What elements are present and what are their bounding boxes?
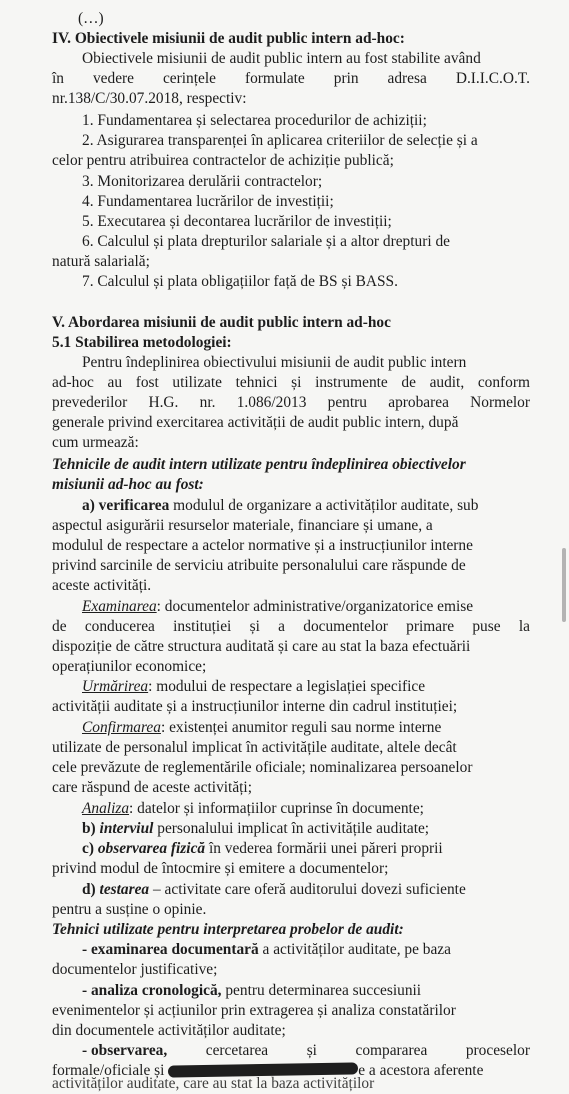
technique-item: Analiza: datelor și informațiilor cuprinse în documente; [82, 800, 424, 817]
technique-item: aceste activități. [52, 577, 152, 594]
paragraph-line: prevederilor H.G. nr. 1.086/2013 pentru aprobarea Normelor [52, 394, 530, 411]
section-4-heading: IV. Obiectivele misiunii de audit public intern ad-hoc: [52, 30, 405, 47]
section-5-1-heading: 5.1 Stabilirea metodologiei: [52, 334, 232, 351]
technique-item: dispoziție de către structura auditată și care au stat la baza efectuării [52, 638, 471, 655]
technique-item: pentru a susține o opinie. [52, 901, 207, 918]
technique-item: - observarea, cercetarea și compararea proceselor [82, 1042, 530, 1059]
technique-item: operațiunilor economice; [52, 658, 207, 675]
objective-item: 4. Fundamentarea lucrărilor de investiții; [82, 193, 334, 210]
paragraph-line: Pentru îndeplinirea obiectivului misiunii de audit public intern [82, 354, 467, 371]
technique-item: - examinarea documentară a activităților auditate, pe baza [82, 941, 451, 958]
technique-item: activității auditate și a instrucțiunilor interne din cadrul instituției; [52, 698, 458, 715]
objective-item: 7. Calculul și plata obligațiilor față de BS și BASS. [82, 273, 398, 290]
scrollbar-thumb[interactable] [562, 548, 566, 622]
technique-item: Urmărirea: modului de respectare a legislației specifice [82, 678, 426, 695]
paragraph-line: în vedere cerințele formulate prin adresa D.I.I.C.O.T. [52, 70, 530, 87]
objective-item: 1. Fundamentarea și selectarea procedurilor de achiziții; [82, 112, 427, 129]
objective-item: 5. Executarea și decontarea lucrărilor de investiții; [82, 213, 392, 230]
ellipsis: (…) [78, 10, 104, 27]
technique-item: care răspund de aceste activități; [52, 779, 252, 796]
objective-item: 6. Calculul și plata drepturilor salariale și a altor drepturi de [82, 233, 450, 250]
paragraph-line: cum urmează: [52, 434, 139, 451]
objective-item: celor pentru atribuirea contractelor de achiziție publică; [52, 152, 394, 169]
paragraph-line: generale privind exercitarea activității de audit public intern, după [52, 414, 459, 431]
objective-item: natură salarială; [52, 253, 150, 270]
objective-item: 3. Monitorizarea derulării contractelor; [82, 173, 323, 190]
technique-item: privind sarcinile de serviciu atribuite personalului care răspunde de [52, 557, 466, 574]
technique-item: modulul de respectare a actelor normative și a instrucțiunilor interne [52, 537, 473, 554]
technique-item: formale/oficiale și e a acestora aferente [52, 1062, 484, 1079]
section-5-heading: V. Abordarea misiunii de audit public intern ad-hoc [52, 314, 391, 331]
technique-item: din documentele activităților auditate; [52, 1022, 286, 1039]
technique-item: d) testarea – activitate care oferă auditorului dovezi suficiente [82, 881, 466, 898]
technique-item: aspectul asigurării resurselor materiale, financiare și umane, a [52, 517, 433, 534]
paragraph-line: nr.138/C/30.07.2018, respectiv: [52, 90, 247, 107]
technique-item: evenimentelor și acțiunilor prin extragerea și analiza constatărilor [52, 1002, 456, 1019]
paragraph-line: ad-hoc au fost utilizate tehnici și instrumente de audit, conform [52, 374, 530, 391]
technique-item: utilizate de personalul implicat în activitățile auditate, altele decât [52, 739, 457, 756]
technique-item: de conducerea instituției și a documentelor primare puse la [52, 618, 530, 635]
technique-item: - analiza cronologică, pentru determinarea succesiunii [82, 982, 422, 999]
objective-item: 2. Asigurarea transparenței în aplicarea criteriilor de selecție și a [82, 132, 478, 149]
technique-item: documentelor justificative; [52, 961, 218, 978]
technique-item: b) interviul personalului implicat în activitățile auditate; [82, 820, 430, 837]
technique-item: c) observarea fizică în vederea formării unei păreri proprii [82, 840, 443, 857]
techniques-2-heading: Tehnici utilizate pentru interpretarea probelor de audit: [52, 921, 404, 938]
technique-item: Examinarea: documentelor administrative/organizatorice emise [82, 598, 474, 615]
cut-off-line: activităților auditate, care au stat la baza activităților [52, 1075, 375, 1092]
techniques-heading: Tehnicile de audit intern utilizate pentru îndeplinirea obiectivelor [52, 456, 466, 473]
paragraph-line: Obiectivele misiunii de audit public intern au fost stabilite având [82, 50, 481, 67]
technique-item: cele prevăzute de reglementările oficiale; nominalizarea persoanelor [52, 759, 473, 776]
techniques-heading: misiunii ad-hoc au fost: [52, 476, 204, 493]
technique-item: Confirmarea: existenței anumitor reguli sau norme interne [82, 719, 442, 736]
technique-item: privind modul de întocmire și emitere a documentelor; [52, 860, 389, 877]
technique-item: a) verificarea modulul de organizare a activităților auditate, sub [82, 497, 479, 514]
